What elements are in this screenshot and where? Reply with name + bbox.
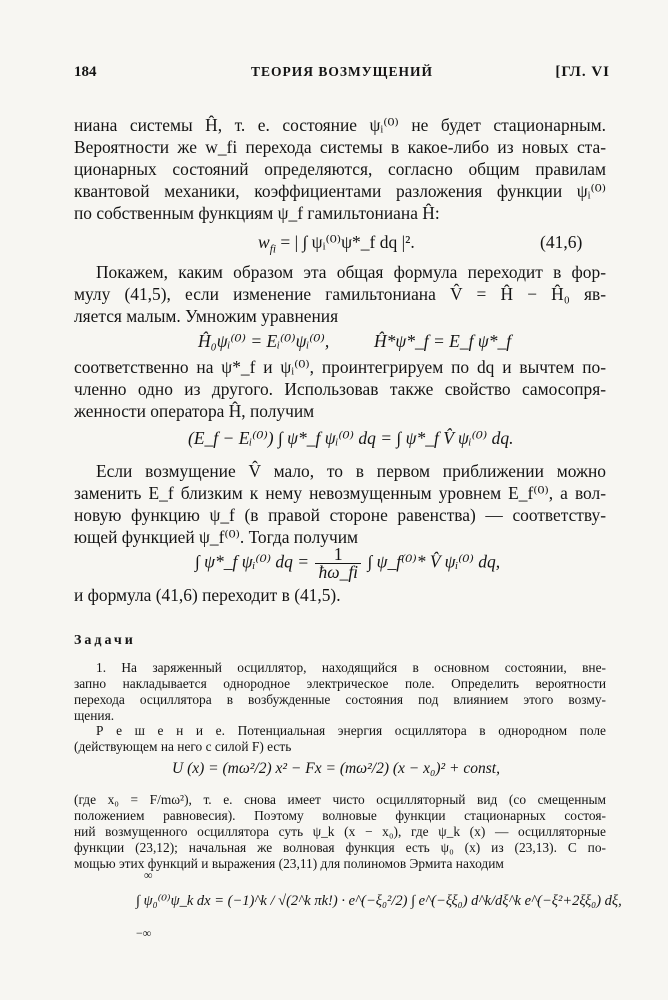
text-line: ниана системы Ĥ, т. е. состояние ψᵢ⁽⁰⁾ не будет стационарным.: [74, 115, 606, 135]
running-header: [74, 64, 610, 88]
equation-schrodinger-unperturbed: Ĥ₀ψᵢ⁽⁰⁾ = Eᵢ⁽⁰⁾ψᵢ⁽⁰⁾,: [198, 331, 330, 351]
problem-line: щения.: [74, 708, 115, 723]
text-line: ний возмущенного осциллятора суть ψ_k (x − x₀), где ψ_k (x) — осцилляторные: [74, 824, 606, 839]
text-line: заменить E_f близким к нему невозмущенным уровнем E_f⁽⁰⁾, а вол-: [74, 483, 606, 503]
text-line: Покажем, каким образом эта общая формула переходит в фор-: [96, 262, 606, 282]
text-line: соответственно на ψ*_f и ψᵢ⁽⁰⁾, проинтегрируем по dq и вычтем по-: [74, 357, 606, 377]
integral-upper-limit: ∞: [144, 868, 153, 882]
chapter-label: [ГЛ. VI: [555, 64, 610, 80]
solution-line: (действующем на него с силой F) есть: [74, 739, 292, 754]
text-line: женности оператора Ĥ, получим: [74, 401, 315, 421]
problem-line: перехода осциллятора в возбужденные состояния под влиянием этого возму-: [74, 692, 606, 707]
text-line: мулу (41,5), если изменение гамильтониана V̂ = Ĥ − Ĥ₀ яв-: [74, 284, 606, 304]
text-line: функции (23,12); начальная же волновая функция есть ψ₀ (x) из (23,13). С по-: [74, 840, 606, 855]
text-line: ляется малым. Умножим уравнения: [74, 306, 339, 326]
text-line: и формула (41,6) переходит в (41,5).: [74, 585, 341, 605]
equation-number: (41,6): [540, 232, 583, 252]
text-line: Если возмущение V̂ мало, то в первом приближении можно: [96, 461, 606, 481]
text-line: (где x₀ = F/mω²), т. е. снова имеет чисто осцилляторный вид (со смещенным: [74, 792, 606, 807]
problem-line: запно накладывается однородное электрическое поле. Определить вероятности: [74, 676, 606, 691]
text-line: новую функцию ψ_f (в правой стороне равенства) — соответству-: [74, 505, 606, 525]
text-line: ющей функцией ψ_f⁽⁰⁾. Тогда получим: [74, 527, 359, 547]
equation-41-6: $w_{fi}$ = | ∫ ψᵢ⁽⁰⁾ψ*_f dq |².: [258, 232, 415, 256]
page-number: 184: [74, 64, 97, 80]
running-title: ТЕОРИЯ ВОЗМУЩЕНИЙ: [251, 64, 433, 79]
text-line: по собственным функциям ψ_f гамильтониана Ĥ:: [74, 203, 440, 223]
text-line: положением равновесия). Поэтому волновые функции стационарных состоя-: [74, 808, 606, 823]
equation-schrodinger-conjugate: Ĥ*ψ*_f = E_f ψ*_f: [374, 331, 512, 351]
equation-potential-energy: U (x) = (mω²/2) x² − Fx = (mω²/2) (x − x₀)² + const,: [172, 760, 500, 777]
section-heading: Задачи: [74, 633, 136, 648]
integral-lower-limit: −∞: [136, 926, 152, 940]
text-line: ционарных состояний определяются, согласно общим правилам: [74, 159, 606, 179]
equation-matrix-element: (E_f − Eᵢ⁽⁰⁾) ∫ ψ*_f ψᵢ⁽⁰⁾ dq = ∫ ψ*_f V̂ ψᵢ⁽⁰⁾ dq.: [188, 428, 514, 448]
solution-line: Р е ш е н и е. Потенциальная энергия осциллятора в однородном поле: [96, 723, 606, 738]
text-line: членно одно из другого. Использовав также свойство самосопря-: [74, 379, 606, 399]
problem-line: 1. На заряженный осциллятор, находящийся в основном состоянии, вне-: [96, 660, 606, 675]
text-line: квантовой механики, коэффициентами разложения функции ψᵢ⁽⁰⁾: [74, 181, 606, 201]
text-line: Вероятности же w_fi перехода системы в какое-либо из новых ста-: [74, 137, 606, 157]
text-line: мощью этих функций и выражения (23,11) для полиномов Эрмита находим: [74, 856, 504, 871]
equation-first-order: ∫ ψ*_f ψᵢ⁽⁰⁾ dq = $\frac{1}{ħ\omega\_fi}$ ∫ ψ_f⁽⁰⁾* V̂ ψᵢ⁽⁰⁾ dq,: [195, 544, 501, 582]
equation-overlap-integral: ∫ ψ₀⁽⁰⁾ψ_k dx = (−1)^k / √(2^k πk!) · e^(−ξ₀²/2) ∫ e^(−ξξ₀) d^k/dξ^k e^(−ξ²+2ξξ₀) dξ,: [136, 893, 622, 909]
